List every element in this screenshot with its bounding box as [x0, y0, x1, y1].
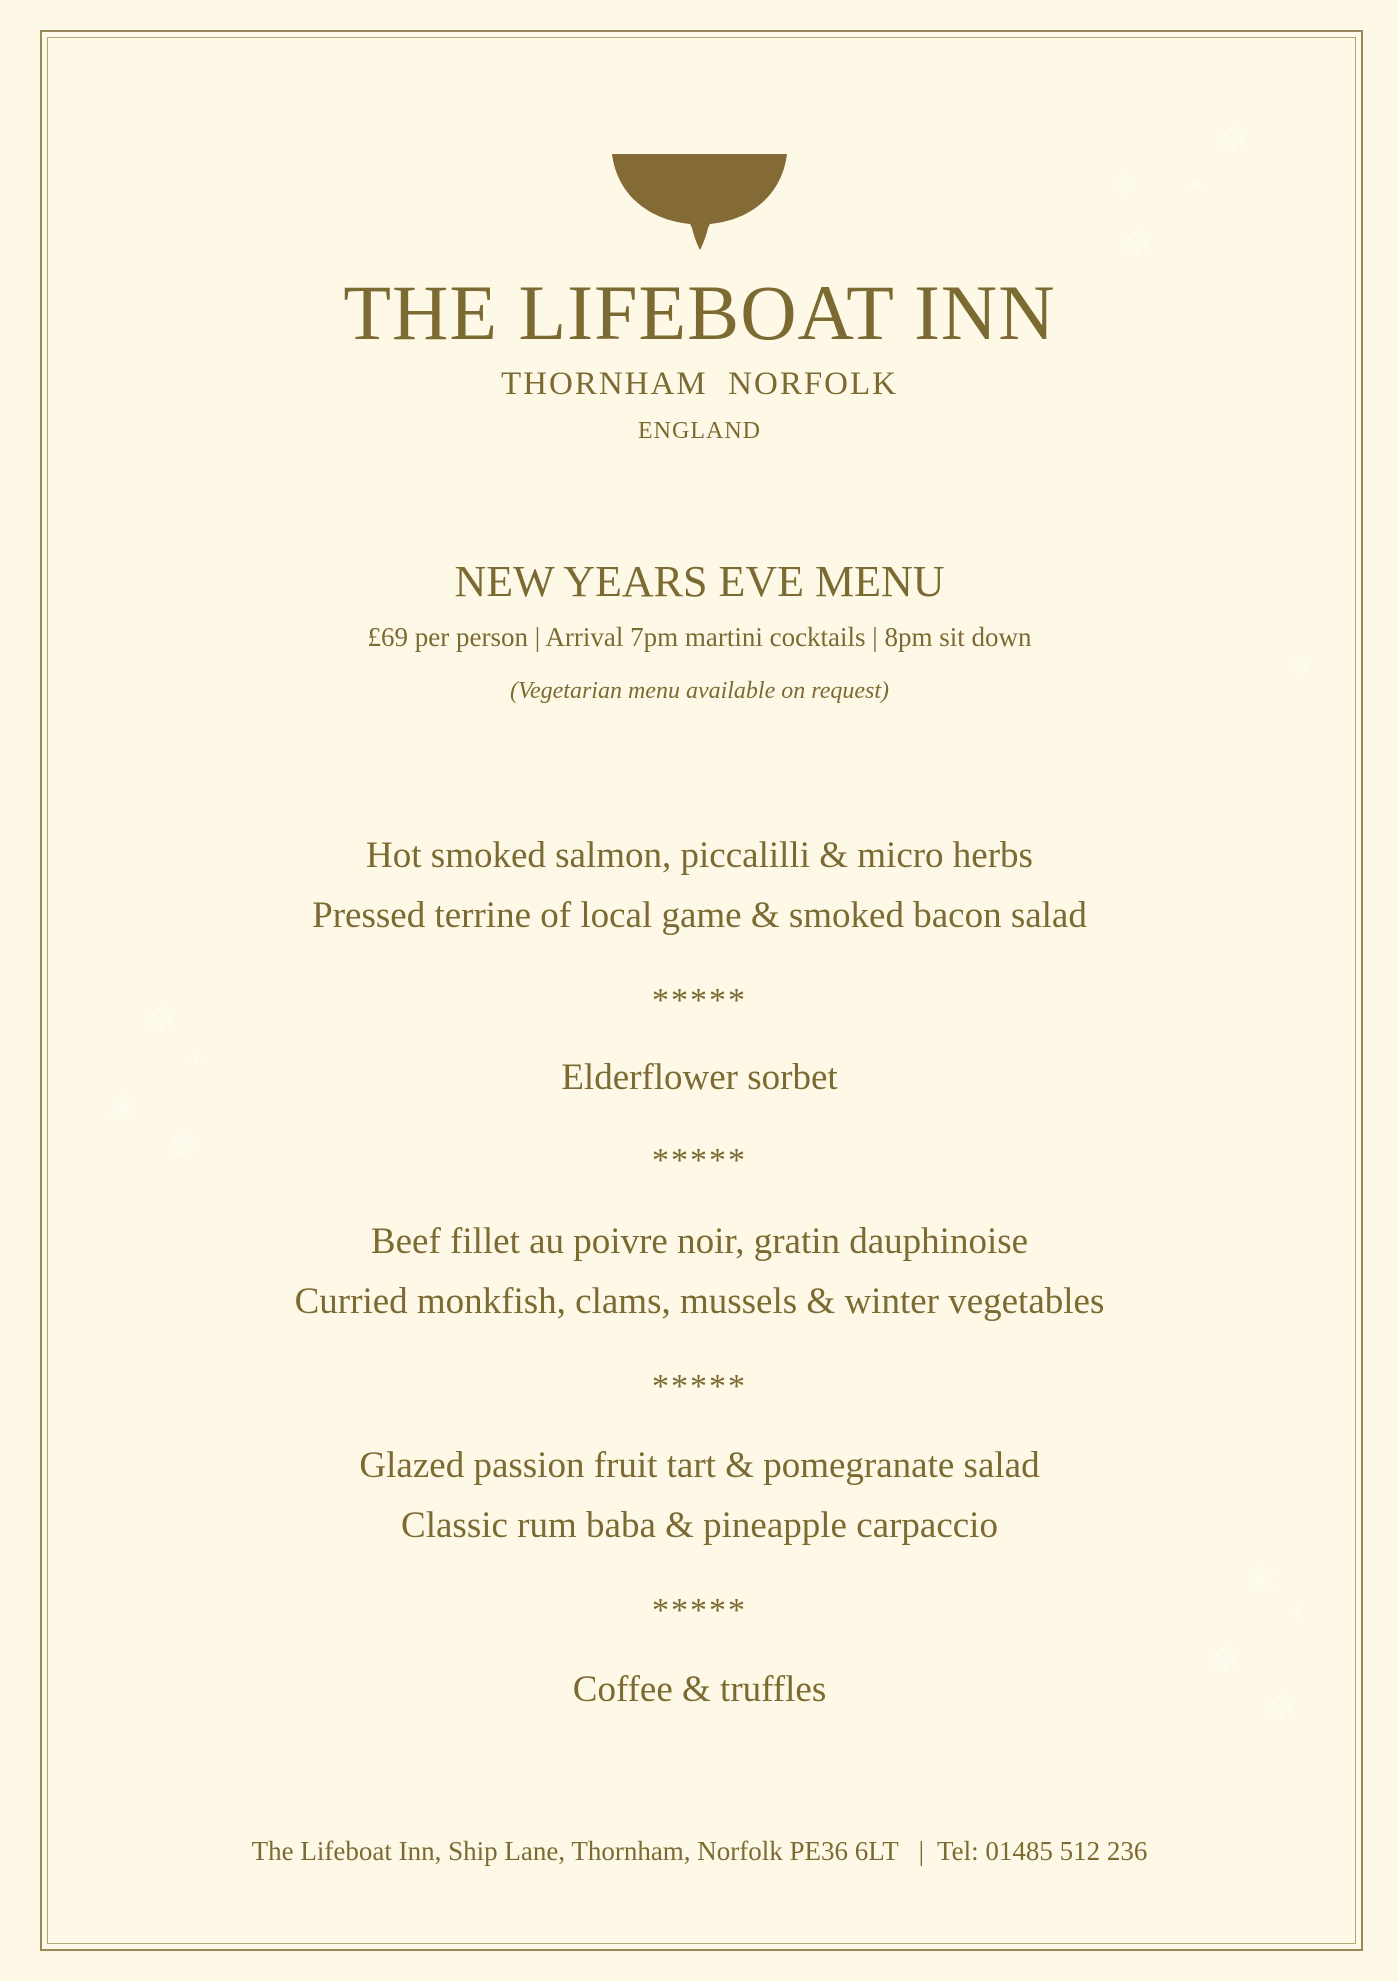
course-separator: ***** — [652, 982, 747, 1019]
snowflake-icon: ❄ — [1110, 170, 1132, 199]
dish-item: Pressed terrine of local game & smoked bacon salad — [312, 895, 1087, 936]
snowflake-icon: ✦ — [1188, 175, 1205, 197]
dish-item: Glazed passion fruit tart & pomegranate salad — [359, 1445, 1040, 1486]
inn-country: ENGLAND — [638, 418, 761, 444]
course-separator: ***** — [652, 1592, 747, 1629]
snowflake-icon: ❄ — [1218, 120, 1249, 160]
menu-info: £69 per person | Arrival 7pm martini cocktails | 8pm sit down — [367, 622, 1032, 652]
menu-title: NEW YEARS EVE MENU — [454, 557, 945, 606]
footer-address: The Lifeboat Inn, Ship Lane, Thornham, Norfolk PE36 6LT | Tel: 01485 512 236 — [251, 1836, 1148, 1866]
snowflake-icon: ❄ — [1246, 1560, 1277, 1600]
snowflake-icon: ❄ — [1122, 224, 1153, 264]
snowflake-icon: ❄ — [1266, 1688, 1297, 1728]
snowflake-icon: ✦ — [1290, 1603, 1306, 1623]
dish-item: Coffee & truffles — [572, 1669, 827, 1710]
dish-item: Classic rum baba & pineapple carpaccio — [401, 1505, 998, 1546]
snowflake-icon: ❄ — [1210, 1640, 1241, 1680]
dish-item: Beef fillet au poivre noir, gratin dauphinoise — [370, 1221, 1029, 1262]
snowflake-icon: ❄ — [146, 1000, 177, 1040]
menu-note: (Vegetarian menu available on request) — [509, 678, 890, 704]
inn-location: THORNHAM NORFOLK — [500, 366, 899, 402]
course-separator: ***** — [652, 1142, 747, 1179]
snowflake-icon: ❄ — [166, 1126, 197, 1166]
lifeboat-bowl-icon — [612, 154, 787, 250]
dish-item: Elderflower sorbet — [561, 1057, 838, 1098]
snowflake-icon: ❄ — [108, 1088, 139, 1128]
course-separator: ***** — [652, 1368, 747, 1405]
snowflake-icon: ✦ — [188, 1049, 204, 1069]
dish-item: Hot smoked salmon, piccalilli & micro herbs — [366, 835, 1033, 876]
dish-item: Curried monkfish, clams, mussels & winter vegetables — [294, 1281, 1105, 1322]
inn-name: THE LIFEBOAT INN — [343, 269, 1056, 356]
snowflake-icon: ❄ — [1288, 652, 1312, 683]
